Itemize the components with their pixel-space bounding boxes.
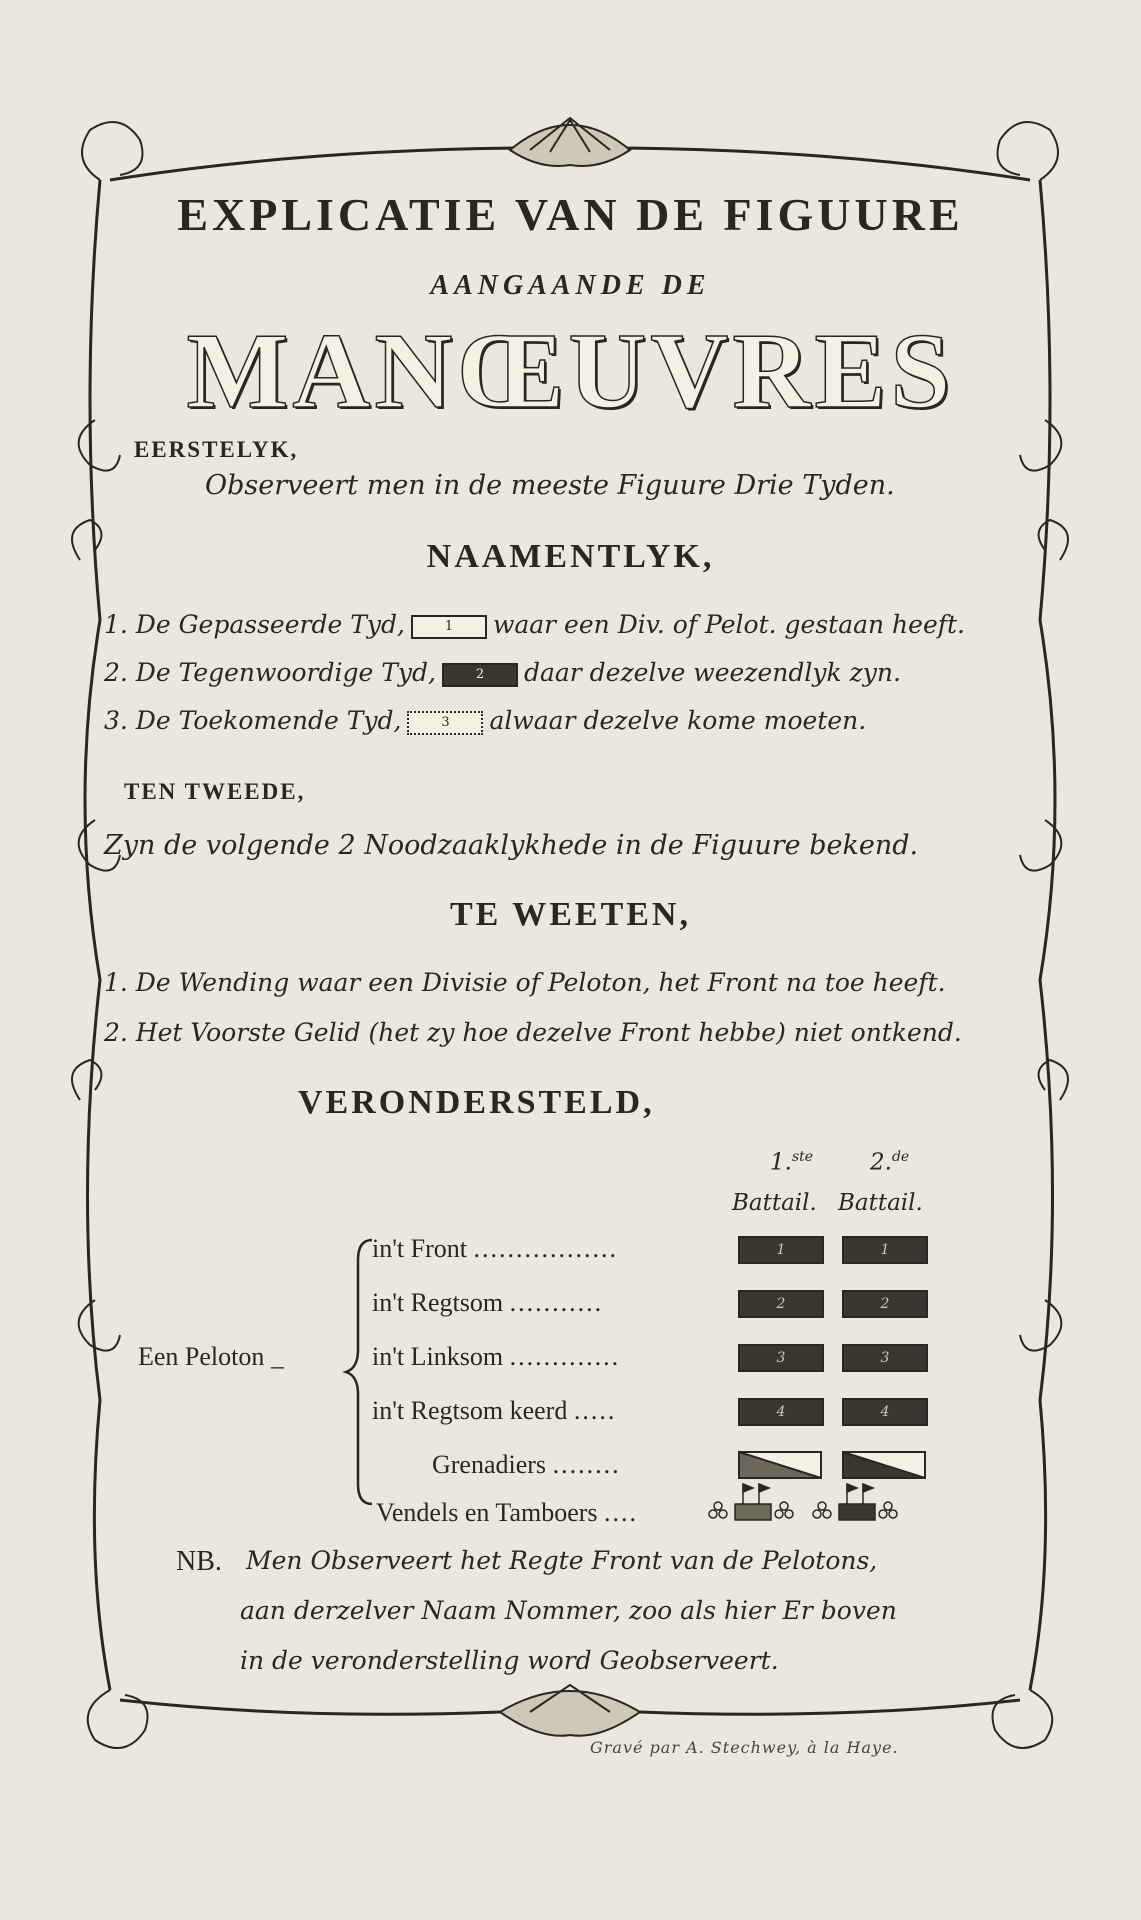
- col1-label: Battail.: [732, 1190, 817, 1216]
- drum-icon: [813, 1510, 821, 1518]
- heading-naamentlyk: NAAMENTLYK,: [426, 538, 715, 575]
- legend-bracket: [346, 1240, 372, 1504]
- drum-icon: [714, 1502, 722, 1510]
- engraver-credit: Gravé par A. Stechwey, à la Haye.: [590, 1738, 899, 1757]
- marker-2-linksom: 3: [842, 1344, 928, 1372]
- marker-1-regtsom-keerd: 4: [738, 1398, 824, 1426]
- flag-icon: [863, 1484, 873, 1492]
- nb-line-1: Men Observeert het Regte Front van de Pelotons,: [246, 1546, 878, 1575]
- title-manoeuvres: MANŒUVRES: [186, 312, 955, 431]
- top-shell-ornament: [510, 118, 630, 166]
- col2-number: [870, 1150, 909, 1175]
- flag-icon: [743, 1484, 753, 1492]
- legend-label-linksom: in't Linksom: [372, 1342, 504, 1371]
- legend-label-grenadiers: Grenadiers: [432, 1450, 547, 1479]
- tyd-2-label: 2. De Tegenwoordige Tyd,: [104, 658, 436, 687]
- legend-row-grenadiers: Grenadiers ........: [432, 1450, 621, 1479]
- tyd-2-desc: daar dezelve weezendlyk zyn.: [523, 658, 901, 687]
- heading-eerstelyk: EERSTELYK,: [134, 437, 299, 462]
- drum-icon: [785, 1510, 793, 1518]
- heading-te-weeten: TE WEETEN,: [449, 896, 691, 933]
- present-time-box: 2: [442, 663, 518, 687]
- legend-label-front: in't Front: [372, 1234, 467, 1263]
- marker-2-regtsom: 2: [842, 1290, 928, 1318]
- legend-label-regtsom: in't Regtsom: [372, 1288, 504, 1317]
- weeten-item-2: 2. Het Voorste Gelid (het zy hoe dezelve Front hebbe) niet ontkend.: [104, 1018, 962, 1047]
- heading-verondersteld: VERONDERSTELD,: [298, 1084, 655, 1121]
- col1-num: 1.: [770, 1149, 792, 1176]
- col1-number: [770, 1150, 813, 1175]
- marker-1-front: 1: [738, 1236, 824, 1264]
- marker-2-front: 1: [842, 1236, 928, 1264]
- legend-label-regtsom-keerd: in't Regtsom keerd: [372, 1396, 568, 1425]
- marker-2-regtsom-keerd: 4: [842, 1398, 928, 1426]
- legend-row-regtsom-keerd: in't Regtsom keerd .....: [372, 1396, 617, 1425]
- future-time-box: 3: [407, 711, 483, 735]
- col2-label: Battail.: [838, 1190, 923, 1216]
- group-label-een-peloton: Een Peloton _: [138, 1342, 284, 1371]
- text-eerstelyk: Observeert men in de meeste Figuure Drie Tyden.: [205, 470, 895, 501]
- legend-row-linksom: in't Linksom .............: [372, 1342, 621, 1371]
- marker-1-regtsom: 2: [738, 1290, 824, 1318]
- tyd-row-2: [104, 660, 901, 687]
- drum-icon: [775, 1510, 783, 1518]
- flag-icon: [847, 1484, 857, 1492]
- col2-sup: de: [891, 1149, 910, 1165]
- drum-icon: [889, 1510, 897, 1518]
- heading-ten-tweede: TEN TWEEDE,: [124, 779, 306, 804]
- legend-label-vendels: Vendels en Tamboers: [376, 1498, 598, 1527]
- tyd-3-label: 3. De Toekomende Tyd,: [104, 706, 402, 735]
- legend-row-regtsom: in't Regtsom ...........: [372, 1288, 604, 1317]
- tyd-1-label: 1. De Gepasseerde Tyd,: [104, 610, 405, 639]
- drum-icon: [818, 1502, 826, 1510]
- tyd-3-desc: alwaar dezelve kome moeten.: [489, 706, 867, 735]
- tyd-row-1: [104, 612, 965, 639]
- drum-icon: [823, 1510, 831, 1518]
- title-explicatie: EXPLICATIE VAN DE FIGUURE: [177, 189, 964, 240]
- bottom-shell-ornament: [500, 1685, 640, 1736]
- nb-prefix: NB.: [176, 1546, 222, 1577]
- tyd-row-3: [104, 708, 866, 735]
- weeten-item-1: 1. De Wending waar een Divisie of Peloton, het Front na toe heeft.: [104, 968, 946, 997]
- marker-1-linksom: 3: [738, 1344, 824, 1372]
- title-aangaande: AANGAANDE DE: [430, 270, 711, 301]
- nb-line-2: aan derzelver Naam Nommer, zoo als hier Er boven: [240, 1596, 897, 1625]
- past-time-box: 1: [411, 615, 487, 639]
- grenadier-markers: [738, 1448, 928, 1482]
- col2-num: 2.: [870, 1149, 892, 1176]
- legend-row-vendels: Vendels en Tamboers ....: [376, 1498, 639, 1527]
- drum-icon: [719, 1510, 727, 1518]
- group-label-text: Een Peloton: [138, 1342, 265, 1371]
- drum-icon: [884, 1502, 892, 1510]
- drum-icon: [879, 1510, 887, 1518]
- flag-base-icon: [735, 1504, 771, 1520]
- drum-icon: [780, 1502, 788, 1510]
- flag-icon: [759, 1484, 769, 1492]
- text-ten-tweede: Zyn de volgende 2 Noodzaaklykhede in de Figuure bekend.: [104, 830, 919, 861]
- flag-drum-markers: [705, 1478, 945, 1528]
- tyd-1-desc: waar een Div. of Pelot. gestaan heeft.: [492, 610, 965, 639]
- col1-sup: ste: [791, 1149, 814, 1165]
- nb-line-3: in de veronderstelling word Geobserveert.: [240, 1646, 779, 1675]
- drum-icon: [709, 1510, 717, 1518]
- flag-base-icon: [839, 1504, 875, 1520]
- legend-row-front: in't Front .................: [372, 1234, 618, 1263]
